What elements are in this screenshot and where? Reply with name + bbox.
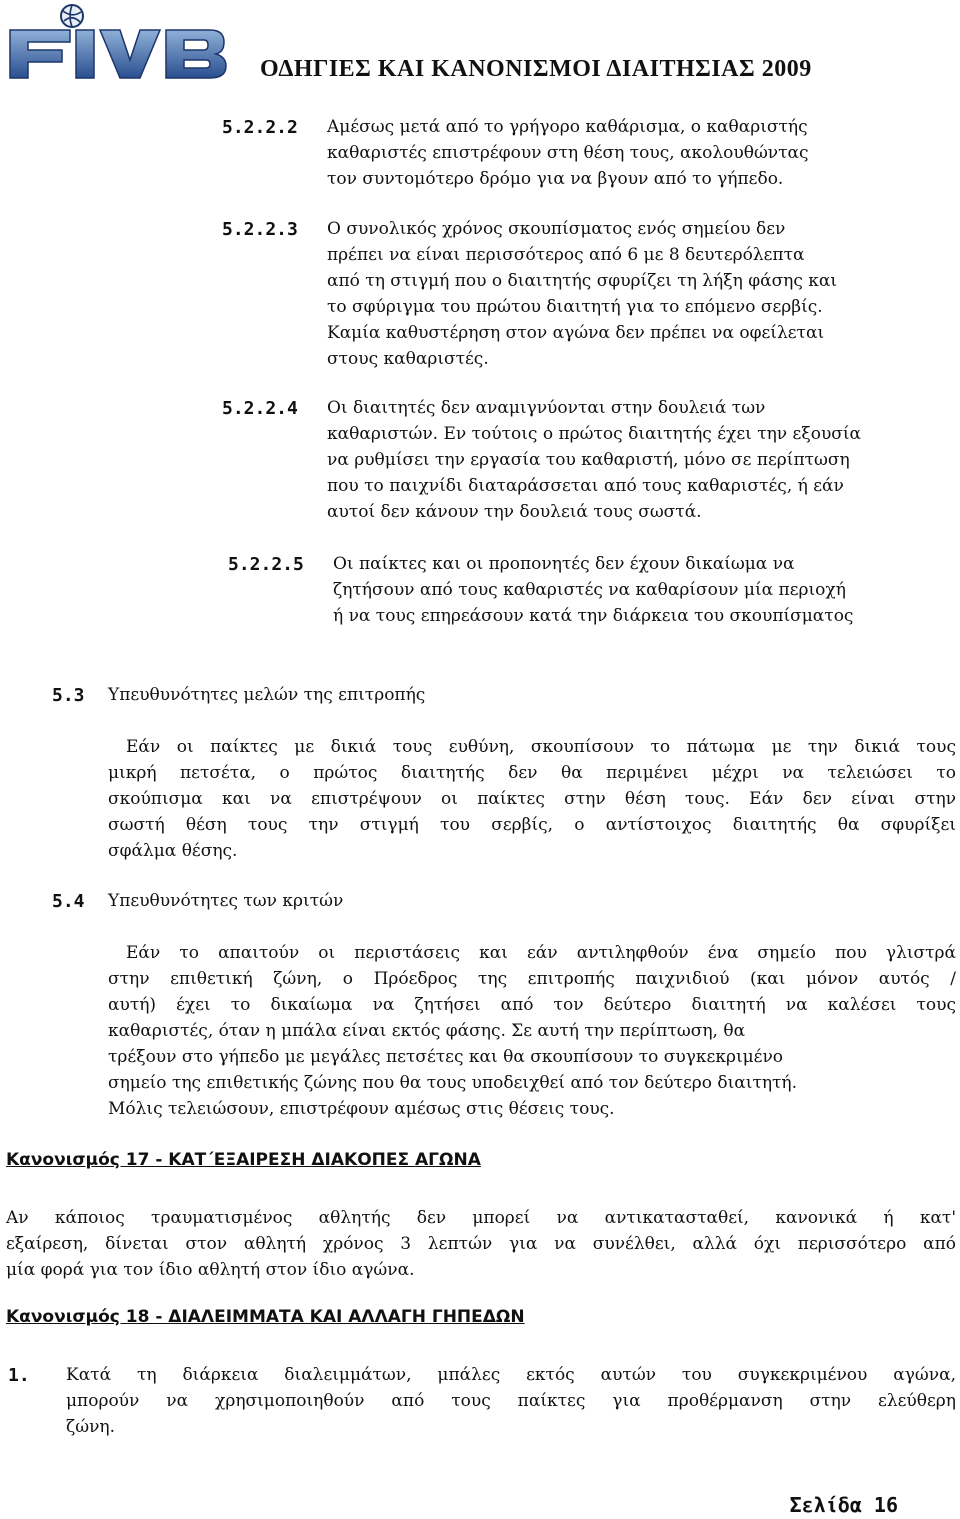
text-line: μικρή πετσέτα, ο πρώτος διαιτητής δεν θα περιμένει μέχρι να τελειώσει το bbox=[108, 763, 956, 783]
text-line: Εάν το απαιτούν οι περιστάσεις και εάν αντιληφθούν ένα σημείο που γλιστρά bbox=[126, 943, 956, 963]
text-line: Ο συνολικός χρόνος σκουπίσματος ενός σημείου δεν bbox=[327, 219, 786, 239]
section-number-53: 5.3 bbox=[52, 685, 85, 706]
rule-17-heading: Κανονισμός 17 - ΚΑΤ΄ΕΞΑΙΡΕΣΗ ΔΙΑΚΟΠΕΣ ΑΓΩΝΑ bbox=[6, 1150, 481, 1170]
text-line: από τη στιγμή που ο διαιτητής σφυρίζει τη λήξη φάσης και bbox=[327, 271, 838, 291]
text-line: σφάλμα θέσης. bbox=[108, 841, 238, 861]
text-line: Αν κάποιος τραυματισμένος αθλητής δεν μπορεί να αντικατασταθεί, κανονικά ή κατ' bbox=[6, 1208, 956, 1228]
section-5224-text bbox=[327, 395, 957, 525]
section-53-text bbox=[108, 734, 956, 864]
text-line: Κατά τη διάρκεια διαλειμμάτων, μπάλες εκτός αυτών του συγκεκριμένου αγώνα, bbox=[66, 1365, 956, 1385]
section-number-54: 5.4 bbox=[52, 891, 85, 912]
section-5225-text bbox=[333, 551, 959, 629]
text-line: εξαίρεση, δίνεται στον αθλητή χρόνος 3 λεπτών για να συνέλθει, αλλά όχι περισσότερο από bbox=[6, 1234, 956, 1254]
section-number-5222: 5.2.2.2 bbox=[222, 117, 298, 138]
section-5223-text bbox=[327, 216, 957, 372]
section-53-title: Υπευθυνότητες μελών της επιτροπής bbox=[108, 685, 426, 705]
text-line: καθαριστές, όταν η μπάλα είναι εκτός φάσης. Σε αυτή την περίπτωση, θα bbox=[108, 1021, 746, 1041]
text-line: που το παιχνίδι διαταράσσεται από τους καθαριστές, ή εάν bbox=[327, 476, 844, 496]
page-number: Σελίδα 16 bbox=[789, 1493, 898, 1517]
text-line: Μόλις τελειώσουν, επιστρέφουν αμέσως στις θέσεις τους. bbox=[108, 1099, 615, 1119]
text-line: καθαριστών. Εν τούτοις ο πρώτος διαιτητής έχει την εξουσία bbox=[327, 424, 862, 444]
fivb-logo bbox=[6, 2, 236, 80]
rule-17-text bbox=[6, 1205, 956, 1283]
text-line: στους καθαριστές. bbox=[327, 349, 489, 369]
section-54-title: Υπευθυνότητες των κριτών bbox=[108, 891, 344, 911]
text-line: Καμία καθυστέρηση στον αγώνα δεν πρέπει να οφείλεται bbox=[327, 323, 825, 343]
rule-18-heading: Κανονισμός 18 - ΔΙΑΛΕΙΜΜΑΤΑ ΚΑΙ ΑΛΛΑΓΗ ΓΗΠΕΔΩΝ bbox=[6, 1307, 525, 1327]
text-line: Εάν οι παίκτες με δικιά τους ευθύνη, σκουπίσουν το πάτωμα με την δικιά τους bbox=[126, 737, 956, 757]
text-line: πρέπει να είναι περισσότερος από 6 με 8 δευτερόλεπτα bbox=[327, 245, 805, 265]
section-5222-text bbox=[327, 114, 917, 192]
text-line: σκούπισμα και να επιστρέψουν οι παίκτες στην θέση τους. Εάν δεν είναι στην bbox=[108, 789, 956, 809]
text-line: αυτοί δεν κάνουν την δουλειά τους σωστά. bbox=[327, 502, 702, 522]
text-line: ζώνη. bbox=[66, 1417, 115, 1437]
section-54-text bbox=[108, 940, 956, 1122]
document-title: ΟΔΗΓΙΕΣ ΚΑΙ ΚΑΝΟΝΙΣΜΟΙ ΔΙΑΙΤΗΣΙΑΣ 2009 bbox=[260, 56, 812, 82]
text-line: καθαριστές επιστρέφουν στη θέση τους, ακολουθώντας bbox=[327, 143, 809, 163]
text-line: Αμέσως μετά από το γρήγορο καθάρισμα, ο καθαριστής bbox=[327, 117, 808, 137]
text-line: το σφύριγμα του πρώτου διαιτητή για το επόμενο σερβίς. bbox=[327, 297, 823, 317]
text-line: να ρυθμίσει την εργασία του καθαριστή, μόνο σε περίπτωση bbox=[327, 450, 850, 470]
section-number-5224: 5.2.2.4 bbox=[222, 398, 298, 419]
rule-18-item-number: 1. bbox=[8, 1365, 30, 1386]
text-line: Οι παίκτες και οι προπονητές δεν έχουν δικαίωμα να bbox=[333, 554, 795, 574]
section-number-5223: 5.2.2.3 bbox=[222, 219, 298, 240]
text-line: αυτή) έχει το δικαίωμα να ζητήσει από τον δεύτερο διαιτητή να καλέσει τους bbox=[108, 995, 956, 1015]
text-line: στην επιθετική ζώνη, ο Πρόεδρος της επιτροπής παιχνιδιού (και μόνον αυτός / bbox=[108, 969, 956, 989]
text-line: Οι διαιτητές δεν αναμιγνύονται στην δουλειά των bbox=[327, 398, 766, 418]
text-line: τρέξουν στο γήπεδο με μεγάλες πετσέτες και θα σκουπίσουν το συγκεκριμένο bbox=[108, 1047, 784, 1067]
text-line: σημείο της επιθετικής ζώνης που θα τους υποδειχθεί από τον δεύτερο διαιτητή. bbox=[108, 1073, 798, 1093]
text-line: μία φορά για τον ίδιο αθλητή στον ίδιο αγώνα. bbox=[6, 1260, 415, 1280]
text-line: μπορούν να χρησιμοποιηθούν από τους παίκτες για προθέρμανση στην ελεύθερη bbox=[66, 1391, 956, 1411]
text-line: ή να τους επηρεάσουν κατά την διάρκεια του σκουπίσματος bbox=[333, 606, 854, 626]
text-line: ζητήσουν από τους καθαριστές να καθαρίσουν μία περιοχή bbox=[333, 580, 846, 600]
text-line: σωστή θέση τους την στιγμή του σερβίς, ο αντίστοιχος διαιτητής θα σφυρίξει bbox=[108, 815, 956, 835]
text-line: τον συντομότερο δρόμο για να βγουν από το γήπεδο. bbox=[327, 169, 784, 189]
rule-18-text bbox=[66, 1362, 956, 1440]
section-number-5225: 5.2.2.5 bbox=[228, 554, 304, 575]
fivb-logo-graphic bbox=[6, 2, 236, 80]
